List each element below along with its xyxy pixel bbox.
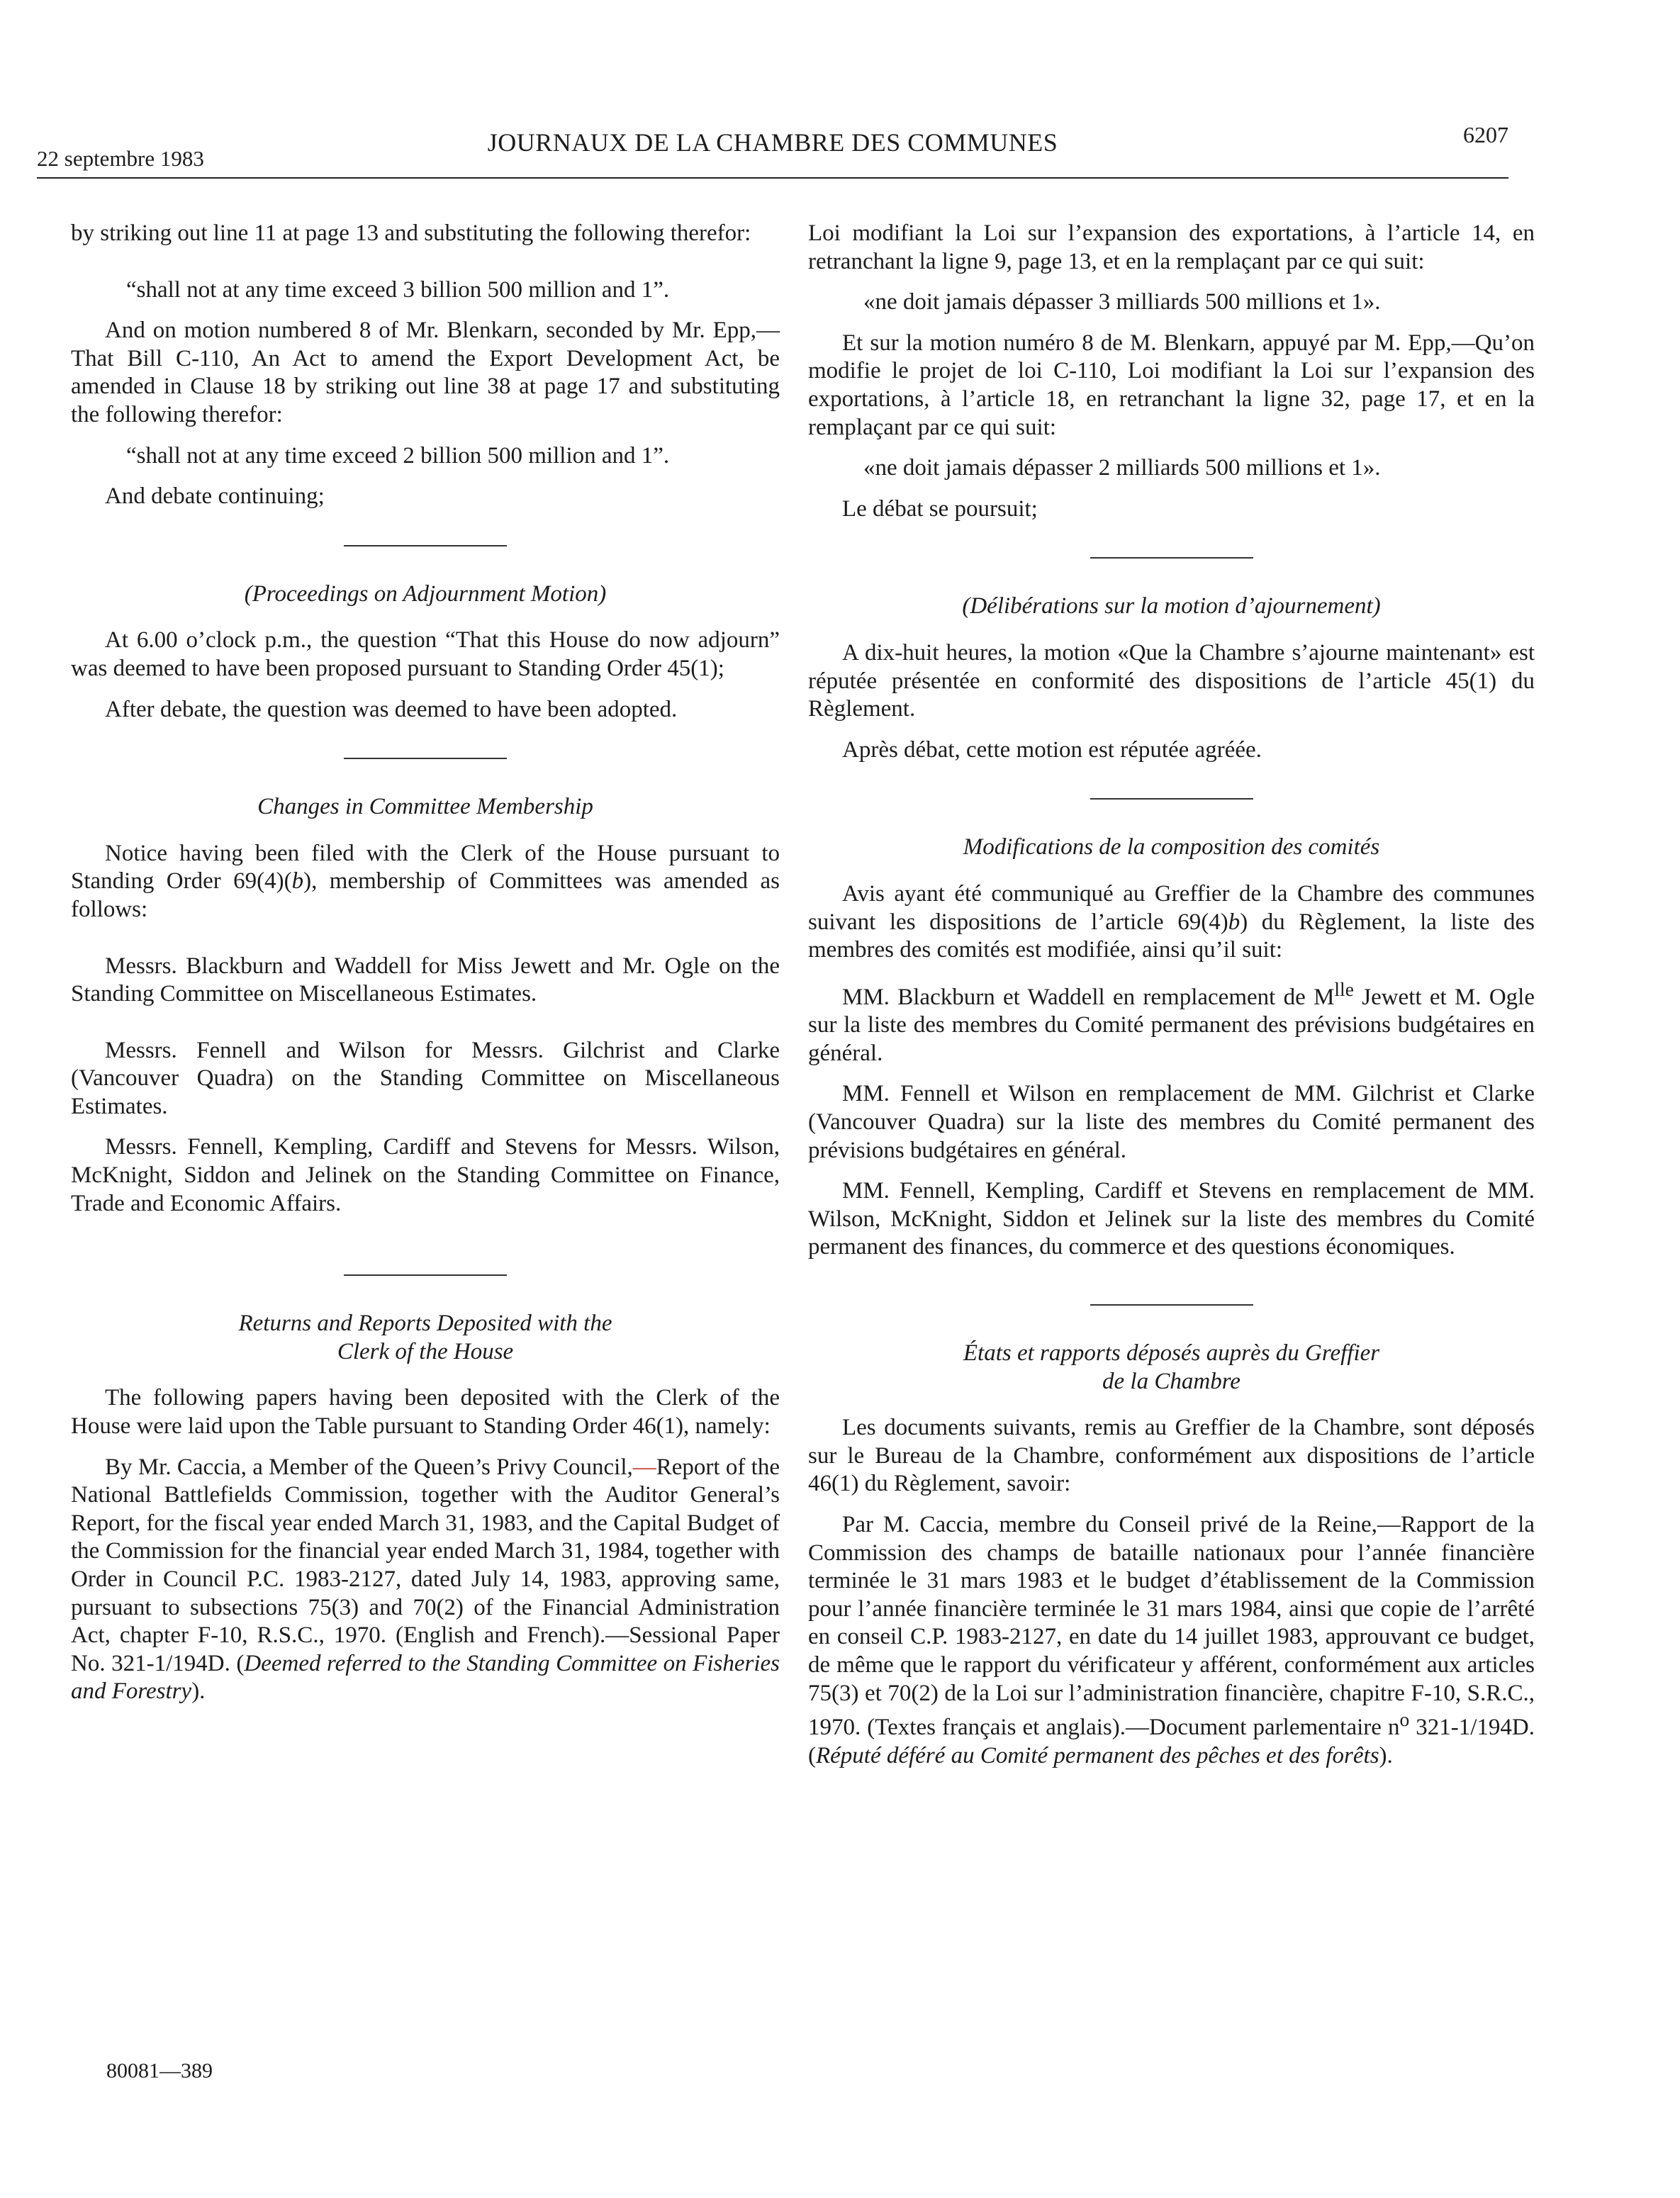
heading-line: Clerk of the House: [337, 1338, 514, 1364]
paragraph: [808, 977, 1535, 1068]
text-run: Jewett et M. Ogle sur la liste des membres du Comité permanent des prévisions budgétaires en général.: [808, 984, 1535, 1066]
paragraph: The following papers having been deposited with the Clerk of the House were laid upon the Table pursuant to Standing Order 46(1), namely:: [71, 1385, 780, 1440]
paragraph: [71, 1454, 780, 1706]
paragraph: [808, 1511, 1535, 1770]
paragraph: Loi modifiant la Loi sur l’expansion des exportations, à l’article 14, en retranchant la ligne 9, page 13, et en la remplaçant par ce qui suit:: [808, 220, 1535, 274]
text-run: ).: [191, 1678, 206, 1705]
section-heading: [71, 1310, 780, 1366]
text-run: —: [632, 1454, 656, 1480]
heading-line: Returns and Reports Deposited with the: [238, 1311, 612, 1337]
header-date: 22 septembre 1983: [37, 146, 204, 171]
superscript: lle: [1334, 977, 1354, 1000]
paragraph: Après débat, cette motion est réputée agréée.: [842, 736, 1262, 763]
section-divider: [344, 758, 507, 759]
text-run: By Mr. Caccia, a Member of the Queen’s Privy Council,: [105, 1454, 633, 1480]
text-run: MM. Blackburn et Waddell en remplacement de M: [842, 984, 1335, 1010]
header-title: JOURNAUX DE LA CHAMBRE DES COMMUNES: [487, 128, 1058, 157]
section-divider: [1090, 798, 1253, 800]
heading-line: de la Chambre: [1102, 1368, 1241, 1394]
heading-line: États et rapports déposés auprès du Greffier: [963, 1340, 1380, 1367]
paragraph: A dix-huit heures, la motion «Que la Chambre s’ajourne maintenant» est réputée présentée en conformité des dispositions de l’article 45(1) du Règlement.: [808, 639, 1535, 722]
section-heading: [808, 1340, 1535, 1396]
text-run: ) du Règlement, la liste des membres des comités est modifiée, ainsi qu’il suit:: [808, 909, 1535, 963]
text-run: Réputé déféré au Comité permanent des pêches et des forêts: [816, 1742, 1379, 1768]
paragraph: by striking out line 11 at page 13 and substituting the following therefor:: [71, 220, 751, 246]
text-run: b: [291, 868, 304, 895]
paragraph: At 6.00 o’clock p.m., the question “That this House do now adjourn” was deemed to have been proposed pursuant to Standing Order 45(1);: [71, 627, 780, 681]
page-header: [37, 122, 1508, 179]
section-divider: [1090, 557, 1253, 559]
section-divider: [344, 545, 507, 546]
section-divider: [344, 1274, 507, 1276]
paragraph: [71, 840, 780, 924]
paragraph: And on motion numbered 8 of Mr. Blenkarn, seconded by Mr. Epp,—That Bill C-110, An Act to amend the Export Development Act, be amended in Clause 18 by striking out line 38 at page 17 and substituting the following therefor:: [71, 318, 780, 427]
quoted-amendment: «ne doit jamais dépasser 3 milliards 500 millions et 1».: [863, 289, 1381, 315]
text-run: 321-1/194D. (: [808, 1715, 1535, 1768]
section-heading: (Délibérations sur la motion d’ajournement): [962, 593, 1381, 619]
text-run: ).: [1379, 1742, 1393, 1768]
section-heading: Modifications de la composition des comités: [963, 834, 1380, 860]
french-column: [808, 220, 1535, 1783]
print-code: 80081—389: [106, 2059, 213, 2082]
text-run: Par M. Caccia, membre du Conseil privé de la Reine,—Rapport de la Commission des champs de bataille nationaux pour l’année financière terminée le 31 mars 1983 et le budget d’établissement de la Commission pour l’année financière terminée le 31 mars 1984, ainsi que copie de l’arrêté en conseil C.P. 1983-2127, en date du 14 juillet 1983, approuvant ce budget, de même que le rapport du vérificateur y afférent, conformément aux articles 75(3) et 70(2) de la Loi sur l’administration financière, chapitre F-10, S.R.C., 1970. (Textes français et anglais).—Document parlementaire n: [808, 1512, 1535, 1741]
superscript: o: [1399, 1708, 1410, 1731]
quoted-amendment: “shall not at any time exceed 2 billion 500 million and 1”.: [126, 442, 670, 469]
text-run: Notice having been filed with the Clerk of the House pursuant to Standing Order 69(4)(: [71, 840, 780, 895]
paragraph: Le débat se poursuit;: [842, 495, 1038, 522]
header-rule: [37, 177, 1508, 179]
quoted-amendment: «ne doit jamais dépasser 2 milliards 500 millions et 1».: [863, 455, 1381, 481]
text-run: ), membership of Committees was amended as follows:: [71, 868, 780, 922]
text-run: b: [1228, 909, 1241, 935]
quoted-amendment: “shall not at any time exceed 3 billion 500 million and 1”.: [126, 276, 670, 303]
paragraph: Messrs. Fennell, Kempling, Cardiff and Stevens for Messrs. Wilson, McKnight, Siddon and Jelinek on the Standing Committee on Finance, Trade and Economic Affairs.: [71, 1134, 780, 1216]
paragraph: MM. Fennell et Wilson en remplacement de MM. Gilchrist et Clarke (Vancouver Quadra) sur la liste des membres du Comité permanent des prévisions budgétaires en général.: [808, 1081, 1535, 1163]
text-run: Avis ayant été communiqué au Greffier de la Chambre des communes suivant les dispositions de l’article 69(4): [808, 880, 1535, 935]
page-number: 6207: [1463, 122, 1508, 147]
paragraph: And debate continuing;: [105, 483, 325, 510]
section-heading: (Proceedings on Adjournment Motion): [244, 581, 607, 607]
section-heading: Changes in Committee Membership: [257, 794, 593, 820]
text-run: Report of the National Battlefields Commission, together with the Auditor General’s Report, for the fiscal year ended March 31, 1983, and the Capital Budget of the Commission for the financial year ended March 31, 1984, together with Order in Council P.C. 1983-2127, dated July 14, 1983, approving same, pursuant to subsections 75(3) and 70(2) of the Financial Administration Act, chapter F-10, R.S.C., 1970. (English and French).—Sessional Paper No. 321-1/194D. (: [71, 1454, 780, 1676]
paragraph: Messrs. Blackburn and Waddell for Miss Jewett and Mr. Ogle on the Standing Committee on Miscellaneous Estimates.: [71, 953, 780, 1007]
paragraph: Messrs. Fennell and Wilson for Messrs. Gilchrist and Clarke (Vancouver Quadra) on the Standing Committee on Miscellaneous Estimates.: [71, 1037, 780, 1119]
paragraph: Les documents suivants, remis au Greffier de la Chambre, sont déposés sur le Bureau de la Chambre, conformément aux dispositions de l’article 46(1) du Règlement, savoir:: [808, 1415, 1535, 1497]
section-divider: [1090, 1304, 1253, 1306]
paragraph: MM. Fennell, Kempling, Cardiff et Stevens en remplacement de MM. Wilson, McKnight, Siddon et Jelinek sur la liste des membres du Comité permanent des finances, du commerce et des questions économiques.: [808, 1178, 1535, 1260]
english-column: [71, 220, 780, 1719]
text-run: Deemed referred to the Standing Committee on Fisheries and Forestry: [71, 1650, 780, 1705]
paragraph: Et sur la motion numéro 8 de M. Blenkarn, appuyé par M. Epp,—Qu’on modifie le projet de loi C-110, Loi modifiant la Loi sur l’expansion des exportations, à l’article 18, en retranchant la ligne 32, page 17, et en la remplaçant par ce qui suit:: [808, 330, 1535, 440]
paragraph: [808, 880, 1535, 965]
paragraph: After debate, the question was deemed to have been adopted.: [105, 696, 678, 722]
